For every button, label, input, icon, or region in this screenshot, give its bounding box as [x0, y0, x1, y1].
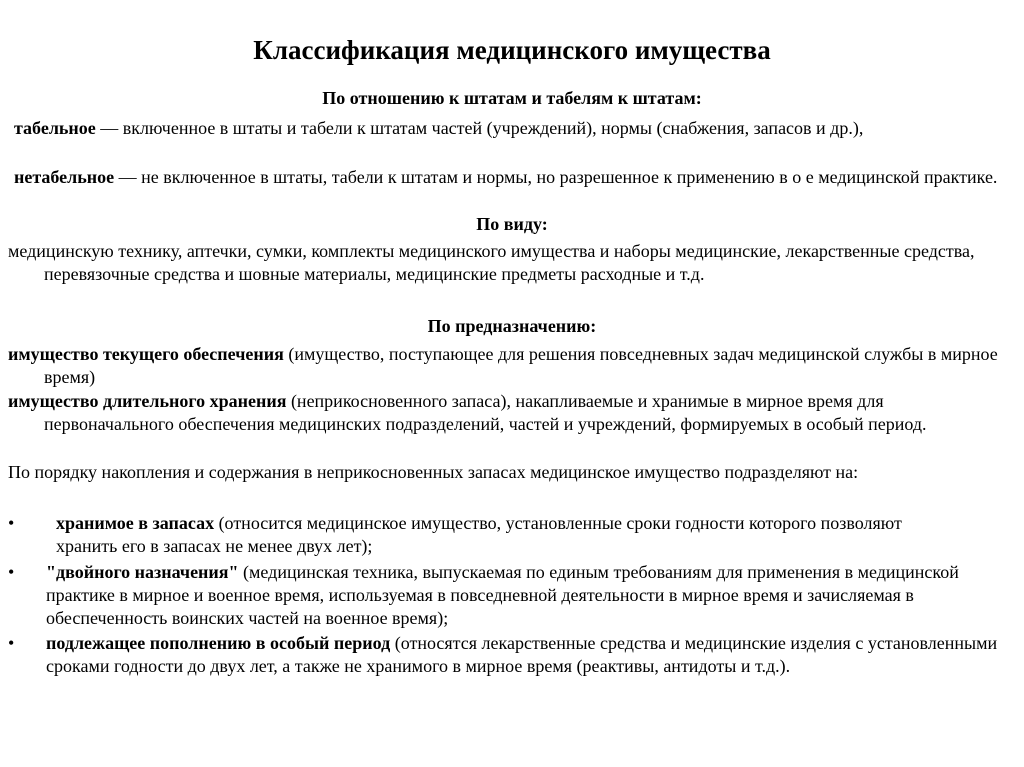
para-netabelnoe: [14, 166, 1014, 189]
bullet-icon: •: [8, 562, 15, 582]
heading-purpose: По предназначению:: [427, 316, 597, 336]
bullet-text-replenish: [46, 632, 1006, 678]
para-tabelnoe: [14, 117, 1004, 140]
term-long-storage: имущество длительного хранения: [8, 391, 287, 411]
term-tabelnoe: табельное: [14, 118, 96, 138]
heading-kind: По виду:: [476, 214, 548, 234]
text-netabelnoe: — не включенное в штаты, табели к штатам и нормы, но разрешенное к применению в о е медицинской практике.: [114, 167, 998, 187]
text-stored: (относится медицинское имущество, установленные сроки годности которого позволяют хранить его в запасах не менее двух лет);: [56, 513, 902, 556]
bullet-item-dual: [8, 561, 1024, 631]
bullet-icon: •: [8, 513, 15, 533]
term-current-supply: имущество текущего обеспечения: [8, 344, 284, 364]
bullet-item-replenish: [8, 632, 1018, 702]
term-stored: хранимое в запасах: [56, 513, 215, 533]
term-replenish: подлежащее пополнению в особый период: [46, 633, 391, 653]
slide-title: Классификация медицинского имущества: [253, 35, 771, 65]
bullet-icon: •: [8, 633, 15, 653]
term-netabelnoe: нетабельное: [14, 167, 115, 187]
text-replenish: (относятся лекарственные средства и медицинские изделия с установленными сроками годности до двух лет, а также не хранимого в мирное время (реактивы, антидоты и т.д.).: [46, 633, 998, 676]
para-current-supply: [8, 343, 1008, 389]
para-order: По порядку накопления и содержания в неприкосновенных запасах медицинское имущество подразделяют на:: [8, 462, 859, 482]
bullet-text-stored: [56, 512, 956, 558]
text-dual: (медицинская техника, выпускаемая по единым требованиям для применения в медицинской практике в мирное и военное время, используемая в повседневной деятельности в мирное время и зачисляемая в обеспеченность воинских частей на военное время);: [46, 562, 959, 628]
text-long-storage: (неприкосновенного запаса), накапливаемые и хранимые в мирное время для первоначального обеспечения медицинских подразделений, частей и учреждений, формируемых в особый период.: [44, 391, 927, 434]
para-long-storage: [8, 390, 968, 436]
bullet-text-dual: [46, 561, 1024, 630]
para-kind: медицинскую технику, аптечки, сумки, комплекты медицинского имущества и наборы медицинские, лекарственные средства, перевязочные средства и шовные материалы, медицинские предметы расходные и т.д.: [8, 241, 975, 284]
text-current-supply: (имущество, поступающее для решения повседневных задач медицинской службы в мирное время): [44, 344, 998, 387]
heading-staff: По отношению к штатам и табелям к штатам:: [322, 88, 702, 108]
text-tabelnoe: — включенное в штаты и табели к штатам частей (учреждений), нормы (снабжения, запасов и др.),: [95, 118, 864, 138]
term-dual: "двойного назначения": [46, 562, 239, 582]
bullet-item-stored: [8, 512, 1018, 558]
